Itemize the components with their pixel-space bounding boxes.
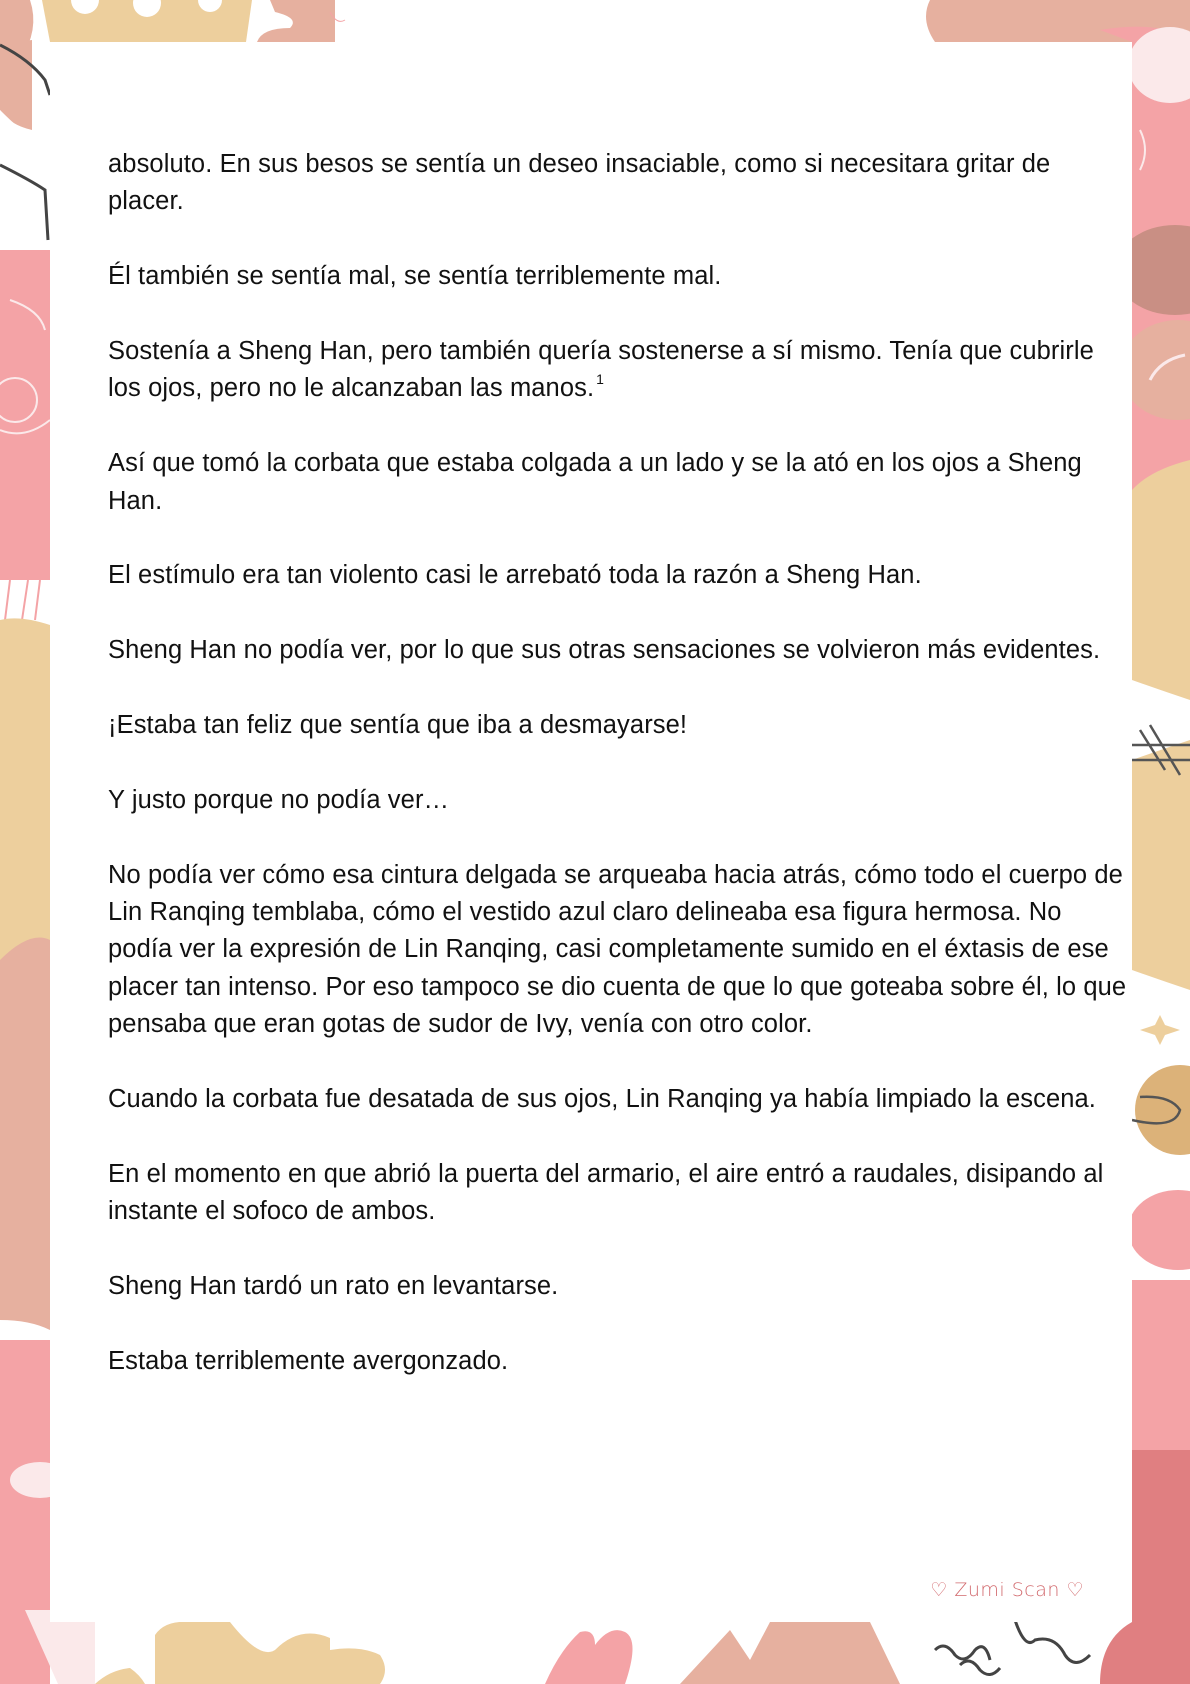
page-card	[50, 42, 1132, 1622]
paragraph: Sheng Han no podía ver, por lo que sus otras sensaciones se volvieron más evidentes.	[108, 636, 1101, 665]
paragraph: Y justo porque no podía ver…	[108, 785, 450, 814]
document-body	[108, 146, 1128, 1418]
paragraph: El estímulo era tan violento casi le arrebató toda la razón a Sheng Han.	[108, 561, 922, 590]
paragraph: Estaba terriblemente avergonzado.	[108, 1346, 509, 1375]
scanlation-credit: ♡ Zumi Scan ♡	[930, 1579, 1084, 1601]
paragraph: absoluto. En sus besos se sentía un deseo insaciable, como si necesitara gritar de placer.	[108, 150, 1051, 216]
footnote-ref[interactable]: 1	[596, 371, 605, 388]
paragraph: ¡Estaba tan feliz que sentía que iba a desmayarse!	[108, 711, 688, 739]
paragraph: En el momento en que abrió la puerta del armario, el aire entró a raudales, disipando al instante el sofoco de ambos.	[108, 1159, 1104, 1226]
paragraph: Así que tomó la corbata que estaba colgada a un lado y se la ató en los ojos a Sheng Han.	[108, 449, 1082, 515]
paragraph: Él también se sentía mal, se sentía terriblemente mal.	[108, 262, 722, 291]
paragraph-with-footnote	[108, 333, 1128, 408]
paragraph: Sheng Han tardó un rato en levantarse.	[108, 1272, 559, 1301]
paragraph: No podía ver cómo esa cintura delgada se arqueaba hacia atrás, cómo todo el cuerpo de Lin Ranqing temblaba, cómo el vestido azul claro delineaba esa figura hermosa. No podía ver la expresión de Lin Ranqing, casi completamente sumido en el éxtasis de ese placer tan intenso. Por eso tampoco se dio cuenta de que lo que goteaba sobre él, lo que pensaba que eran gotas de sudor de Ivy, venía con otro color.	[108, 860, 1127, 1039]
paragraph: Cuando la corbata fue desatada de sus ojos, Lin Ranqing ya había limpiado la escena.	[108, 1085, 1096, 1114]
paragraph-text: Sostenía a Sheng Han, pero también quería sostenerse a sí mismo. Tenía que cubrirle los ojos, pero no le alcanzaban las manos.	[108, 337, 1094, 403]
